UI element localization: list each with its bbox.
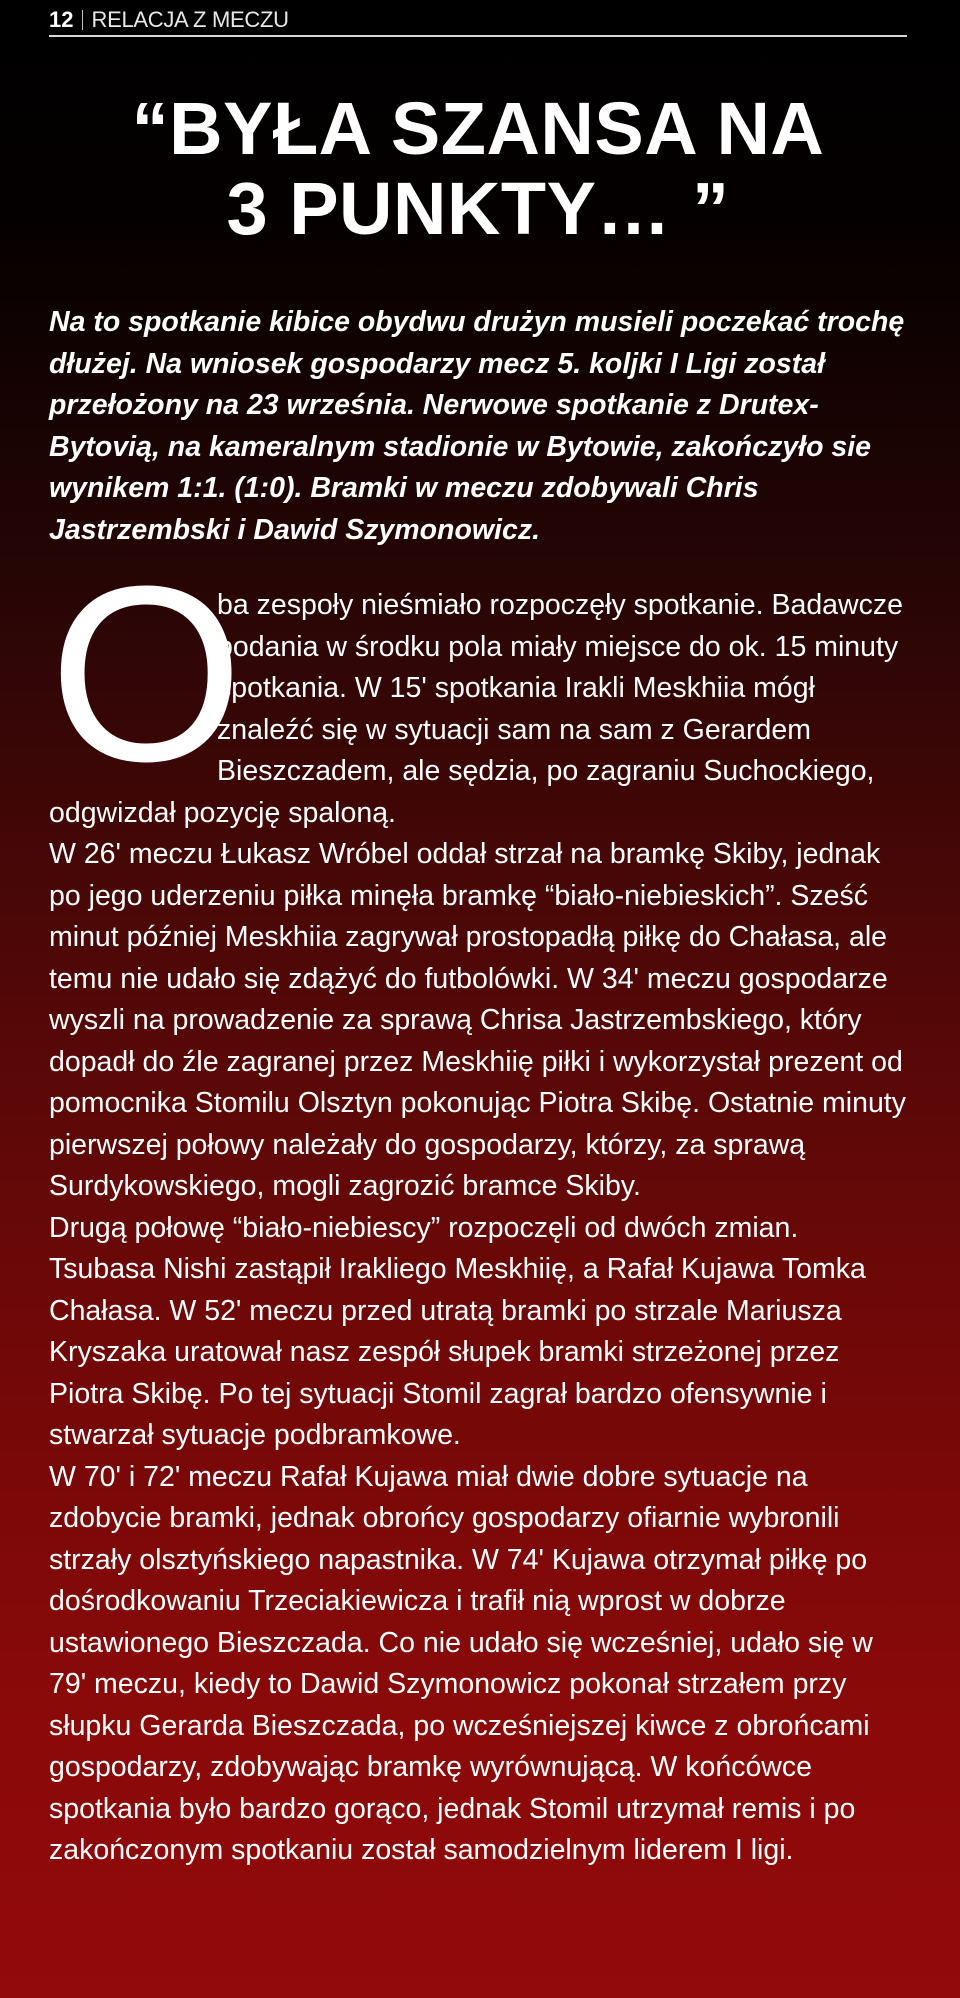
article-paragraph-2: W 26' meczu Łukasz Wróbel oddał strzał na bramkę Skiby, jednak po jego uderzeniu piłka minęła bramkę “biało-niebieskich”. Sześć minut później Meskhiia zagrywał prostopadłą piłkę do Chałasa, ale temu nie udało się zdążyć do futbolówki. W 34' meczu gospodarze wyszli na prowadzenie za sprawą Chrisa Jastrzembskiego, który dopadł do źle zagranej przez Meskhiię piłki i wykorzystał prezent od pomocnika Stomilu Olsztyn pokonując Piotra Skibę. Ostatnie minuty pierwszej połowy należały do gospodarzy, którzy, za sprawą Surdykowskiego, mogli zagrozić bramce Skiby. [49,838,906,1202]
page-number: 12 [49,7,74,32]
article-title-line-1: “BYŁA SZANSA NA [131,87,825,170]
magazine-page [49,0,907,1872]
header-divider [82,10,83,30]
article-body [49,534,907,1872]
article-lead: Na to spotkanie kibice obydwu drużyn musieli poczekać trochę dłużej. Na wniosek gospodarzy mecz 5. koljki I Ligi został przełożony na 23 września. Nerwowe spotkanie z Drutex-Bytovią, na kameralnym stadionie w Bytowie, zakończyło sie wynikem 1:1. (1:0). Bramki w meczu zdobywali Chris Jastrzembski i Dawid Szymonowicz. [49,306,905,546]
page-header [49,0,907,37]
article-title-line-2: 3 PUNKTY… ” [226,167,730,250]
article-paragraph-1: ba zespoły nieśmiało rozpoczęły spotkanie. Badawcze podania w środku pola miały miejsce do ok. 15 minuty spotkania. W 15' spotkania Irakli Meskhiia mógł znaleźć się w sytuacji sam na sam z Gerardem Bieszczadem, ale sędzia, po zagraniu Suchockiego, odgwizdał pozycję spaloną. [49,589,903,829]
article-paragraph-3: Drugą połowę “biało-niebiescy” rozpoczęli od dwóch zmian. Tsubasa Nishi zastąpił Irakliego Meskhiię, a Rafał Kujawa Tomka Chałasa. W 52' meczu przed utratą bramki po strzale Mariusza Kryszaka uratował nasz zespół słupek bramki strzeżonej przez Piotra Skibę. Po tej sytuacji Stomil zagrał bardzo ofensywnie i stwarzał sytuacje podbramkowe. [49,1211,866,1451]
section-label: RELACJA Z MECZU [91,7,289,32]
article-paragraph-4: W 70' i 72' meczu Rafał Kujawa miał dwie dobre sytuacje na zdobycie bramki, jednak obrońcy gospodarzy ofiarnie wybronili strzały olsztyńskiego napastnika. W 74' Kujawa otrzymał piłkę po dośrodkowaniu Trzeciakiewicza i trafił nią wprost w dobrze ustawionego Bieszczada. Co nie udało się wcześniej, udało się w 79' meczu, kiedy to Dawid Szymonowicz pokonał strzałem przy słupku Gerarda Bieszczada, po wcześniejszej kiwce z obrońcami gospodarzy, zdobywając bramkę wyrównującą. W końcówce spotkania było bardzo gorąco, jednak Stomil utrzymał remis i po zakończonym spotkaniu został samodzielnym liderem I ligi. [49,1460,873,1866]
drop-cap: O [49,534,240,813]
article-title [49,89,907,249]
